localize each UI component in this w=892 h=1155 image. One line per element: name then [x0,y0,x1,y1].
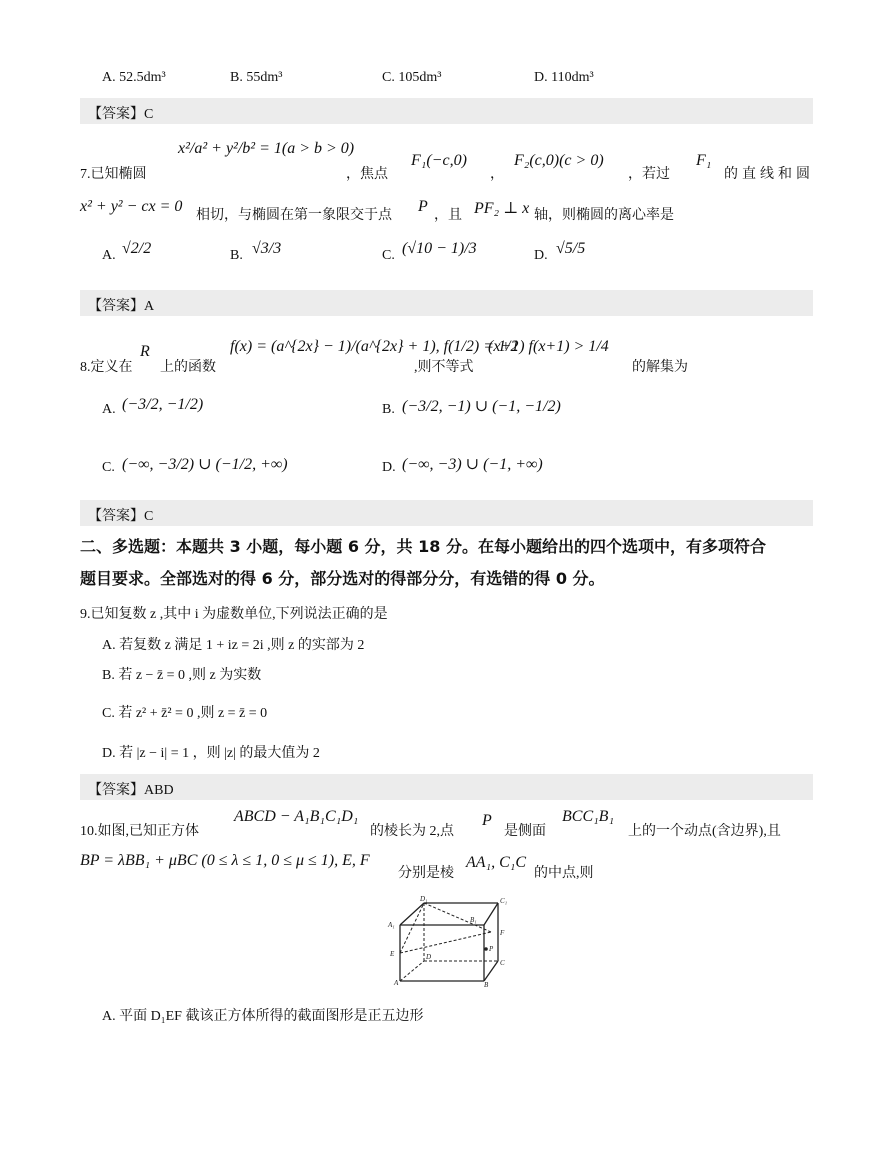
q8-option-b-value: (−3/2, −1) ∪ (−1, −1/2) [402,398,561,415]
label-b1: B₁ [470,916,477,924]
label-p: P [489,945,494,953]
q9-answer-bar [80,774,813,800]
q7-focus-f2: F₂(c,0)(c > 0) [514,152,604,169]
q7-mid: ，若过 [628,167,670,182]
q7-option-a-value: √2/2 [122,240,152,257]
q10-vector-eq: BP = λBB₁ + μBC (0 ≤ λ ≤ 1, 0 ≤ μ ≤ 1), E, F [80,852,370,869]
q7-option-c-value: (√10 − 1)/3 [402,240,477,257]
q7-circle: x² + y² − cx = 0 [80,198,183,215]
label-a: A [394,979,399,987]
cube-hidden-edge [400,903,424,953]
q7-option-b-value: √3/3 [252,240,282,257]
label-e: E [390,950,395,958]
q7-focus-f1: F₁(−c,0) [411,152,467,169]
q9-option-b: B. 若 z − z̄ = 0 ,则 z 为实数 [102,668,262,683]
q10-line2-tail: 的中点,则 [534,866,594,881]
q8-function-formula: f(x) = (a^{2x} − 1)/(a^{2x} + 1), f(1/2) = 1/2 [230,338,519,355]
section2-heading-line1: 二、多选题：本题共 3 小题，每小题 6 分，共 18 分。在每小题给出的四个选项中，有多项符合 [80,537,766,556]
q6-answer: 【答案】C [88,107,154,122]
q10-line1-prefix: 10.如图,已知正方体 [80,824,199,839]
cube-edge [400,903,424,925]
q10-edges: AA₁, C₁C [466,854,527,871]
label-b: B [484,981,489,987]
q8-answer-bar [80,500,813,526]
q7-tangent-text: 相切，与椭圆在第一象限交于点 [196,208,392,223]
q8-ineq-text: ,则不等式 [414,360,474,375]
label-a1: A₁ [388,921,395,929]
q8-option-a-value: (−3/2, −1/2) [122,396,204,413]
q9-option-d: D. 若 |z − i| = 1 ，则 |z| 的最大值为 2 [102,746,320,761]
q7-ellipse-formula: x²/a² + y²/b² = 1(a > b > 0) [178,140,355,157]
label-c1: C₁ [500,897,508,905]
cube-edge [484,961,498,981]
q7-tail: 轴，则椭圆的离心率是 [534,208,674,223]
q7-answer: 【答案】A [88,299,155,314]
label-d1: D₁ [420,895,428,903]
label-d: D [426,953,432,961]
q8-prefix: 8.定义在 [80,360,133,375]
q10-line2-mid: 分别是棱 [398,866,454,881]
q8-real-set: R [140,343,150,360]
q9-answer: 【答案】ABD [88,783,174,798]
section2-heading-line2: 题目要求。全部选对的得 6 分，部分选对的得部分分，有选错的得 0 分。 [80,569,605,588]
q7-option-a-label: A. [102,248,116,263]
q7-and: ，且 [434,208,462,223]
q9-option-c: C. 若 z² + z̄² = 0 ,则 z = z̄ = 0 [102,706,268,721]
q7-answer-bar [80,290,813,316]
q7-focus-text: ，焦点 [346,167,388,182]
q9-option-a: A. 若复数 z 满足 1 + iz = 2i ,则 z 的实部为 2 [102,638,365,653]
q7-prefix: 7.已知椭圆 [80,167,147,182]
q9-stem: 9.已知复数 z ,其中 i 为虚数单位,下列说法正确的是 [80,607,388,622]
q6-option-d: D. 110dm³ [534,70,594,85]
q6-option-a: A. 52.5dm³ [102,70,166,85]
q8-answer: 【答案】C [88,509,154,524]
q10-line1-mid2: 是侧面 [504,824,546,839]
cube-figure [384,895,514,987]
q8-mid: 上的函数 [160,360,216,375]
q6-option-c: C. 105dm³ [382,70,442,85]
q10-face: BCC₁B₁ [562,808,615,825]
q10-option-a: A. 平面 D₁EF 截该正方体所得的截面图形是正五边形 [102,1009,424,1024]
label-c: C [500,959,505,967]
q7-perp: PF₂ ⊥ x [474,200,530,217]
q7-option-d-label: D. [534,248,548,263]
q8-option-a-label: A. [102,402,116,417]
q7-point-p: P [418,198,428,215]
q7-option-b-label: B. [230,248,243,263]
q8-tail: 的解集为 [632,360,688,375]
cube-hidden-edge [400,961,424,981]
q10-point-p: P [482,812,492,829]
q7-comma: ， [490,167,504,182]
q7-option-d-value: √5/5 [556,240,586,257]
q8-option-d-label: D. [382,460,396,475]
q6-option-b: B. 55dm³ [230,70,283,85]
q6-answer-bar [80,98,813,124]
q10-line1-tail: 上的一个动点(含边界),且 [628,824,781,839]
q7-f1-label: F₁ [696,152,712,169]
q10-cube-name: ABCD − A₁B₁C₁D₁ [234,808,359,825]
q10-line1-mid: 的棱长为 2,点 [370,824,454,839]
q8-inequality: (x+1) f(x+1) > 1/4 [488,338,609,355]
q7-line-text: 的直线和圆 [724,167,814,182]
q7-option-c-label: C. [382,248,395,263]
q8-option-b-label: B. [382,402,395,417]
cube-edge [484,903,498,925]
label-f: F [500,929,505,937]
q8-option-c-value: (−∞, −3/2) ∪ (−1/2, +∞) [122,456,288,473]
q8-option-c-label: C. [102,460,115,475]
cube-hidden-edge [424,903,491,932]
q8-option-d-value: (−∞, −3) ∪ (−1, +∞) [402,456,543,473]
point-p-dot [484,947,488,951]
cube-hidden-edge [400,932,491,953]
